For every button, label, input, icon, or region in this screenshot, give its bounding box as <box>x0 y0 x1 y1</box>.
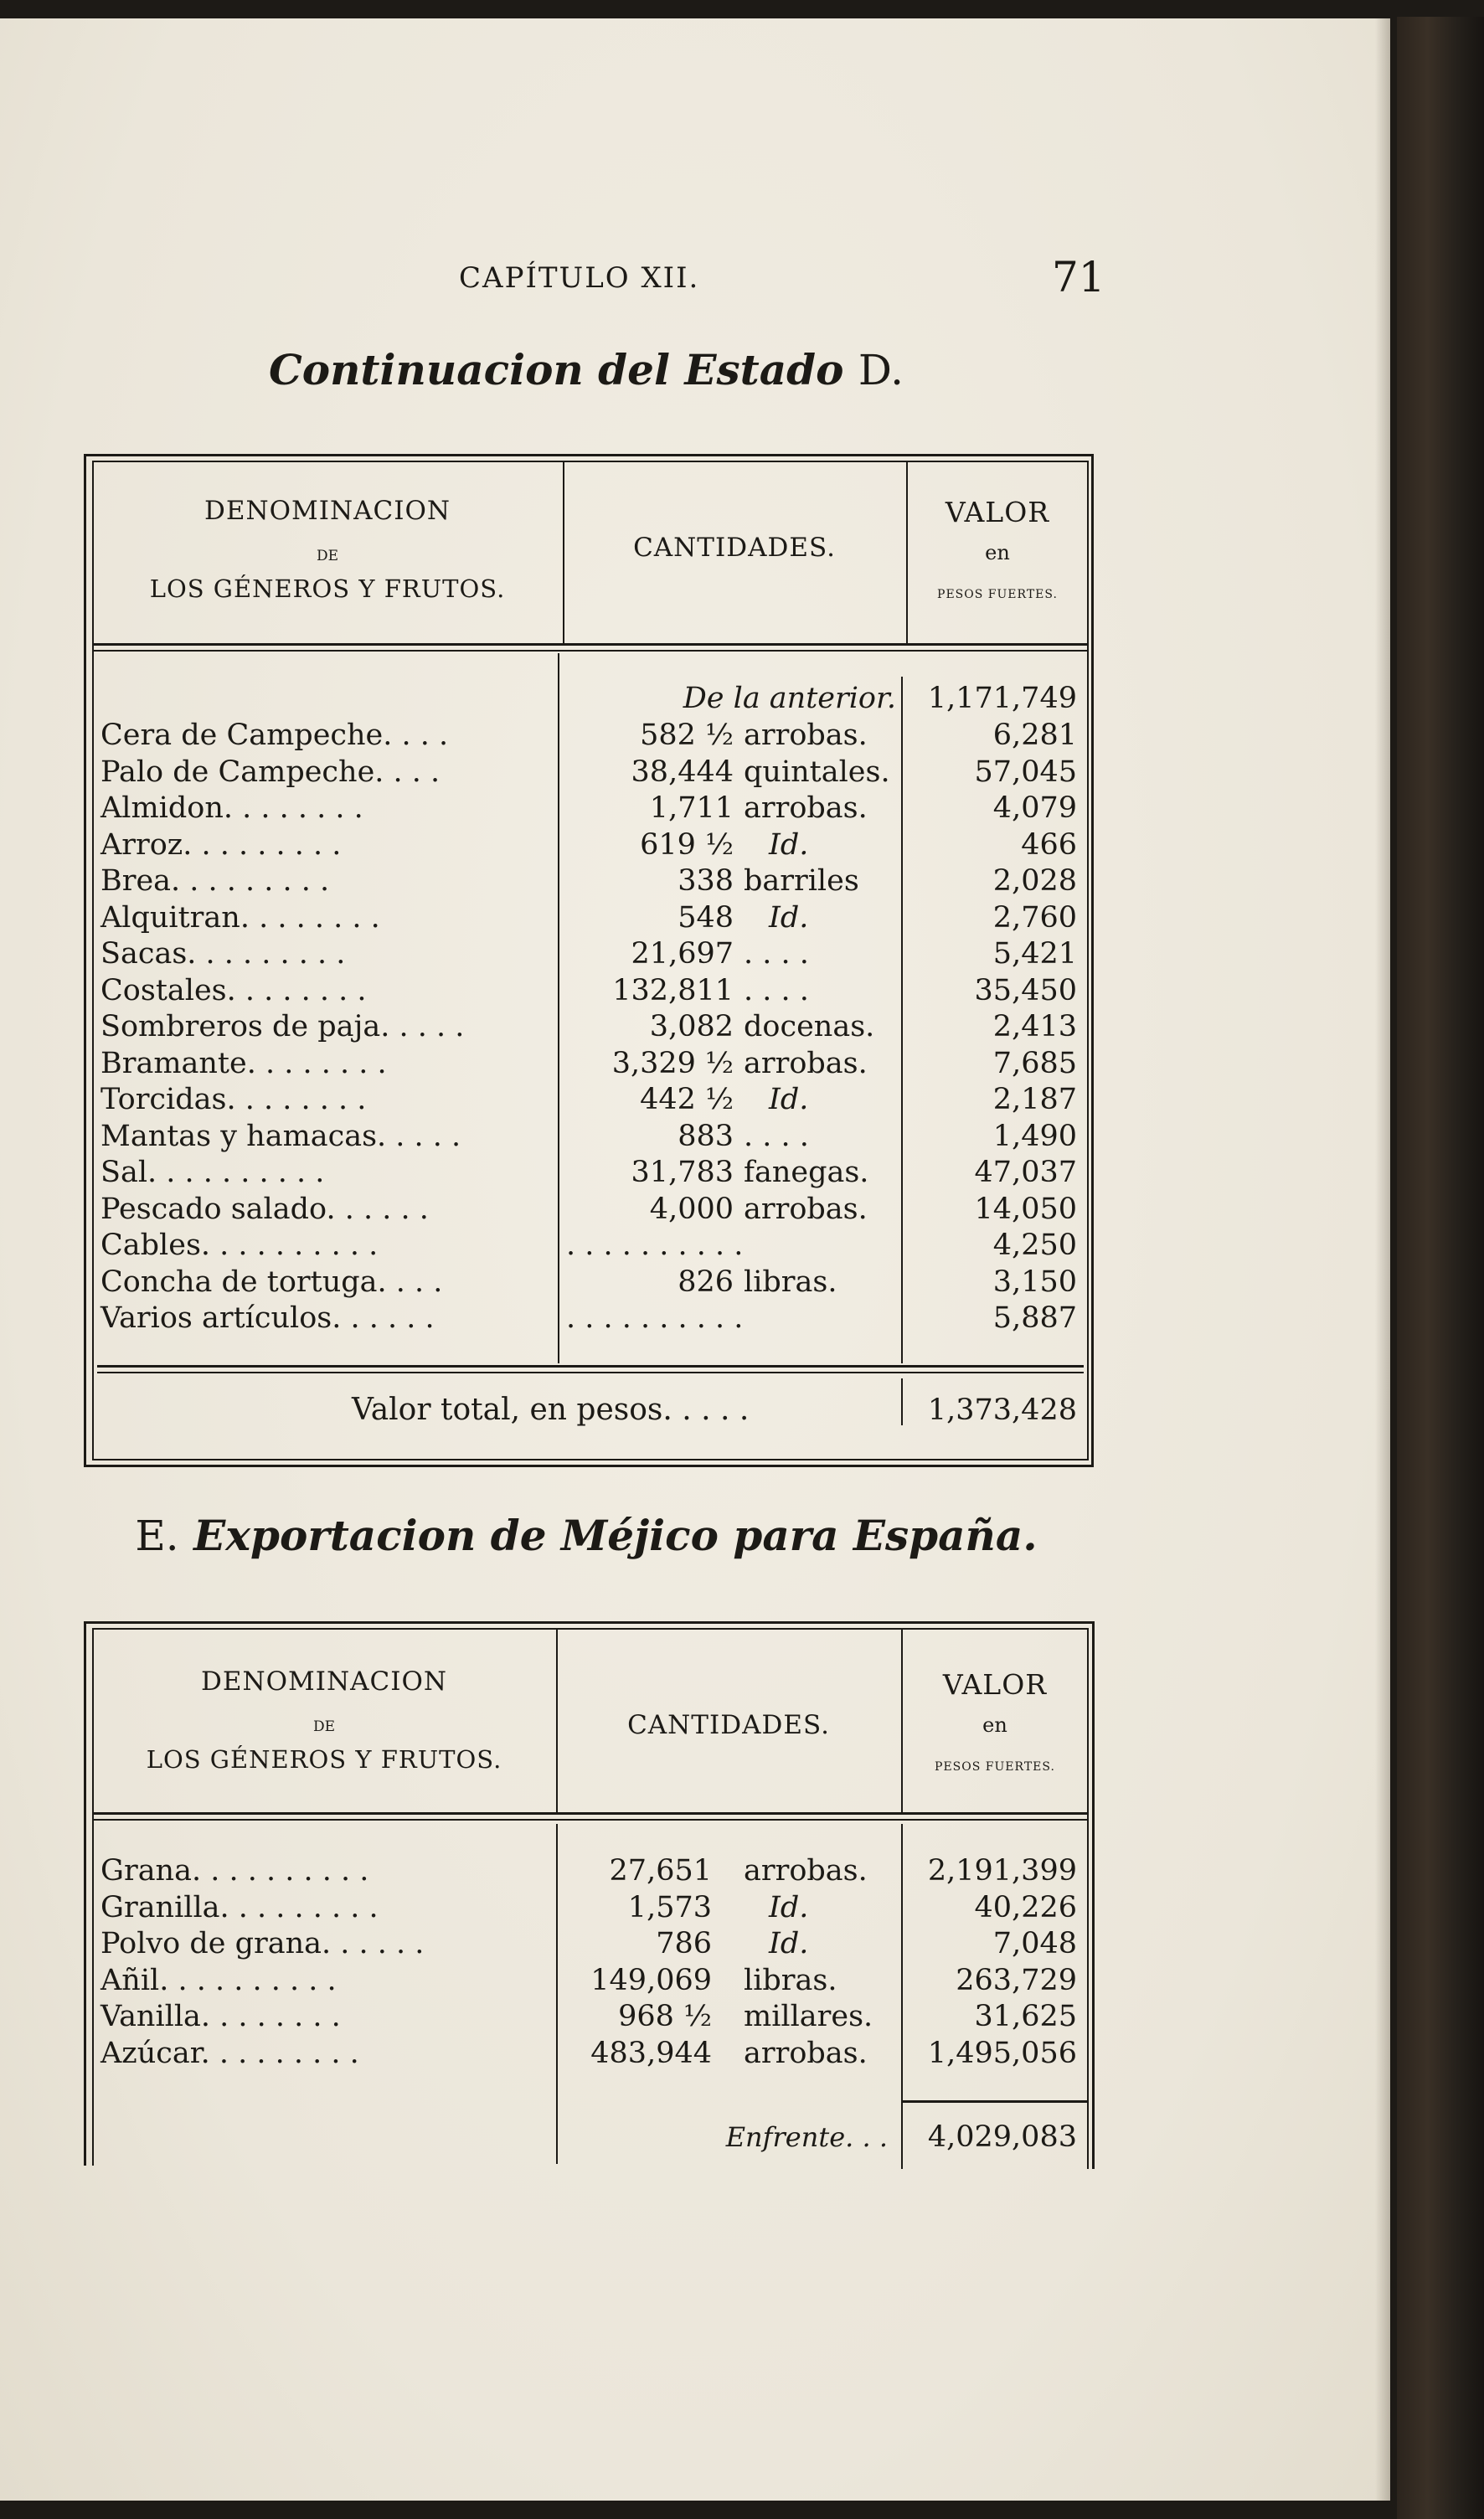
table-d-row-unit: arrobas. <box>744 791 868 825</box>
table-e-row-name: Azúcar. . . . . . . . . <box>100 2036 359 2070</box>
table-d-row-qty: 619 ½ <box>640 827 734 862</box>
table-d-row-name: Sombreros de paja. . . . . <box>100 1010 465 1043</box>
table-d-row-name: Cables. . . . . . . . . . <box>100 1229 379 1262</box>
table-d-row-qty: 338 <box>678 864 734 898</box>
table-d-col1-header-line1: DENOMINACION <box>204 496 451 526</box>
table-d-row-value: 5,421 <box>992 937 1077 971</box>
table-e-header-rule <box>92 1812 1089 1815</box>
table-d-body-col-sep-1 <box>558 653 559 1363</box>
table-d-row-name: Mantas y hamacas. . . . . <box>100 1119 461 1153</box>
table-d-title-text: Continuacion del Estado <box>268 345 844 394</box>
table-e-row-unit: arrobas. <box>744 2036 868 2070</box>
table-e-row-qty: 27,651 <box>609 1854 712 1888</box>
table-d-row-unit: libras. <box>744 1265 837 1299</box>
table-d-row-unit: . . . . <box>744 937 809 971</box>
table-d-row-unit <box>744 1227 903 1264</box>
table-d-row-unit: docenas. <box>744 1010 875 1043</box>
table-d-row-name: Arroz. . . . . . . . . <box>100 827 342 862</box>
table-d-row-value: 3,150 <box>992 1265 1077 1299</box>
table-d-carry-label: De la anterior. <box>683 682 896 715</box>
table-d-row-value: 57,045 <box>974 755 1077 789</box>
table-d-row-value: 2,187 <box>992 1083 1077 1116</box>
table-d-row-value: 6,281 <box>992 719 1077 752</box>
table-d-row-qty: 1,711 <box>649 791 734 825</box>
table-e-row-qty: 1,573 <box>627 1890 712 1924</box>
table-d-col3-header-line3: PESOS FUERTES. <box>937 588 1058 601</box>
table-e-row-qty: 149,069 <box>590 1963 712 1997</box>
table-d-row-qty: . . . . . . . . . . <box>566 1301 744 1335</box>
table-e-row-unit: Id. <box>769 1927 809 1960</box>
table-d-row-unit: Id. <box>769 900 809 935</box>
page-gutter-shadow <box>1375 18 1390 2501</box>
table-d-row-name: Torcidas. . . . . . . . <box>100 1083 367 1116</box>
table-d-row-value: 4,079 <box>992 791 1077 825</box>
table-d-row-name: Alquitran. . . . . . . . <box>100 900 380 935</box>
table-d-total-rule <box>97 1365 1084 1368</box>
table-d-row-qty: 582 ½ <box>640 719 734 752</box>
table-d-row-value: 5,887 <box>992 1301 1077 1335</box>
table-e-row-name: Añil. . . . . . . . . . <box>100 1963 337 1997</box>
table-e-left-outer <box>84 1621 86 2166</box>
table-d-row-value: 4,250 <box>992 1229 1077 1262</box>
table-e-row-unit: Id. <box>769 1890 809 1924</box>
table-d-row-value: 7,685 <box>992 1046 1077 1080</box>
table-d-row-unit: . . . . <box>744 973 809 1007</box>
table-d-row-qty: 4,000 <box>649 1192 734 1226</box>
table-d-row-name: Sal. . . . . . . . . . <box>100 1156 325 1189</box>
table-d-row-value: 1,490 <box>992 1119 1077 1153</box>
table-e-row-qty: 483,944 <box>590 2036 712 2070</box>
table-d-row-unit: Id. <box>769 827 809 862</box>
table-d-row-unit: arrobas. <box>744 1046 868 1080</box>
table-e-col1-header-line1: DENOMINACION <box>200 1666 448 1697</box>
table-e-col1-header-line3: LOS GÉNEROS Y FRUTOS. <box>146 1745 502 1774</box>
table-d-col1-header-line2: DE <box>316 548 339 564</box>
table-d-row-unit: arrobas. <box>744 719 868 752</box>
table-d-row-unit: quintales. <box>744 755 890 789</box>
table-e-title <box>0 1511 1172 1560</box>
table-d-row-unit: barriles <box>744 864 859 898</box>
table-d-row-value: 35,450 <box>974 973 1077 1007</box>
table-d-col2-header: CANTIDADES. <box>633 533 836 563</box>
table-d-row-unit <box>744 1300 903 1337</box>
table-d-total-value: 1,373,428 <box>927 1393 1077 1427</box>
table-d-row-unit: . . . . <box>744 1119 809 1153</box>
table-e-body-col-sep-1 <box>556 1824 558 2164</box>
table-e-col3-header-line2: en <box>982 1713 1007 1737</box>
table-e-row-value: 40,226 <box>974 1890 1077 1924</box>
table-d-row-qty: 3,082 <box>649 1010 734 1043</box>
table-e-subtotal-rule <box>903 2100 1087 2103</box>
table-d-row-qty: 132,811 <box>612 973 734 1007</box>
table-d-row-name: Bramante. . . . . . . . <box>100 1046 387 1080</box>
table-e-row-qty: 786 <box>656 1927 712 1960</box>
table-d-row-unit: fanegas. <box>744 1156 869 1189</box>
table-d-row-value: 2,413 <box>992 1010 1077 1043</box>
table-d-row-unit: Id. <box>769 1083 809 1116</box>
table-d-row-value: 466 <box>1021 827 1077 862</box>
table-d-row-qty: . . . . . . . . . . <box>566 1229 744 1262</box>
table-d-row-value: 14,050 <box>974 1192 1077 1226</box>
table-e-row-value: 7,048 <box>992 1927 1077 1960</box>
table-d-row-qty: 21,697 <box>631 937 734 971</box>
table-d-row-name: Palo de Campeche. . . . <box>100 755 441 789</box>
table-e-carry-value: 4,029,083 <box>927 2120 1077 2154</box>
table-d-col1-header-line3: LOS GÉNEROS Y FRUTOS. <box>149 574 506 603</box>
table-d-row-value: 2,028 <box>992 864 1077 898</box>
table-d-row-name: Almidon. . . . . . . . <box>100 791 363 825</box>
table-d-row-name: Concha de tortuga. . . . <box>100 1265 443 1299</box>
table-d-row-value: 47,037 <box>974 1156 1077 1189</box>
table-d-col3-header-line1: VALOR <box>945 496 1050 528</box>
table-d-row-unit: arrobas. <box>744 1192 868 1226</box>
running-head-chapter: CAPÍTULO XII. <box>459 261 700 295</box>
table-d-row-name: Sacas. . . . . . . . . <box>100 937 346 971</box>
table-d-row-name: Cera de Campeche. . . . <box>100 719 449 752</box>
table-d-carry-value: 1,171,749 <box>927 682 1077 715</box>
table-e-row-name: Grana. . . . . . . . . . <box>100 1854 369 1888</box>
table-e-top-rule <box>84 1621 1094 1624</box>
table-e-row-qty: 968 ½ <box>618 2000 712 2033</box>
table-e-right-outer <box>1092 1621 1095 2169</box>
table-e-col2-header: CANTIDADES. <box>627 1710 830 1740</box>
table-d-row-value: 2,760 <box>992 900 1077 935</box>
table-e-right-inner <box>1087 1628 1089 2169</box>
table-d-row-qty: 826 <box>678 1265 734 1299</box>
table-e-header-rule-2 <box>92 1819 1089 1821</box>
table-d-total-sep <box>901 1378 903 1425</box>
table-d-row-qty: 883 <box>678 1119 734 1153</box>
table-d-row-qty: 442 ½ <box>640 1083 734 1116</box>
table-e-row-unit: arrobas. <box>744 1854 868 1888</box>
table-d-row-qty: 3,329 ½ <box>611 1046 734 1080</box>
table-e-row-name: Granilla. . . . . . . . . <box>100 1890 379 1924</box>
table-d-col3-header-line2: en <box>985 541 1010 564</box>
table-d-row-qty: 31,783 <box>631 1156 734 1189</box>
table-e-title-text: Exportacion de Méjico para España. <box>193 1511 1038 1560</box>
table-e-row-value: 31,625 <box>974 2000 1077 2033</box>
table-e-col1-header-line2: DE <box>312 1718 336 1735</box>
table-d-total-rule-2 <box>97 1372 1084 1373</box>
table-d-row-name: Costales. . . . . . . . <box>100 973 367 1007</box>
table-e-col3-header-line1: VALOR <box>942 1668 1048 1701</box>
page-number: 71 <box>1052 253 1105 301</box>
table-e-row-name: Polvo de grana. . . . . . <box>100 1927 425 1960</box>
table-e-carry-label: Enfrente. . . <box>725 2121 888 2153</box>
table-d-header-rule-2 <box>92 650 1089 652</box>
book-spine-edge <box>1397 17 1484 2519</box>
table-e-top-rule-2 <box>92 1628 1089 1630</box>
table-d-header-rule <box>92 643 1089 646</box>
table-d-title <box>0 345 1172 394</box>
table-e-title-letter: E. <box>135 1512 179 1560</box>
table-d-row-name: Brea. . . . . . . . . <box>100 864 330 898</box>
table-d-row-qty: 548 <box>678 900 734 935</box>
table-e-row-name: Vanilla. . . . . . . . <box>100 2000 341 2033</box>
table-d-title-letter: D. <box>858 346 904 394</box>
table-e-row-value: 1,495,056 <box>927 2036 1077 2070</box>
table-e-row-value: 263,729 <box>956 1963 1077 1997</box>
table-e-row-unit: libras. <box>744 1963 837 1997</box>
page <box>0 18 1390 2501</box>
table-d-row-name: Varios artículos. . . . . . <box>100 1301 435 1335</box>
table-d-row-name: Pescado salado. . . . . . <box>100 1192 429 1226</box>
table-d-row-qty: 38,444 <box>631 755 734 789</box>
table-e-row-value: 2,191,399 <box>927 1854 1077 1888</box>
table-e-row-unit: millares. <box>744 2000 873 2033</box>
table-e-col3-header-line3: PESOS FUERTES. <box>935 1760 1055 1774</box>
table-e-left-inner <box>92 1628 94 2166</box>
table-d-total-label: Valor total, en pesos. . . . . <box>352 1393 750 1427</box>
